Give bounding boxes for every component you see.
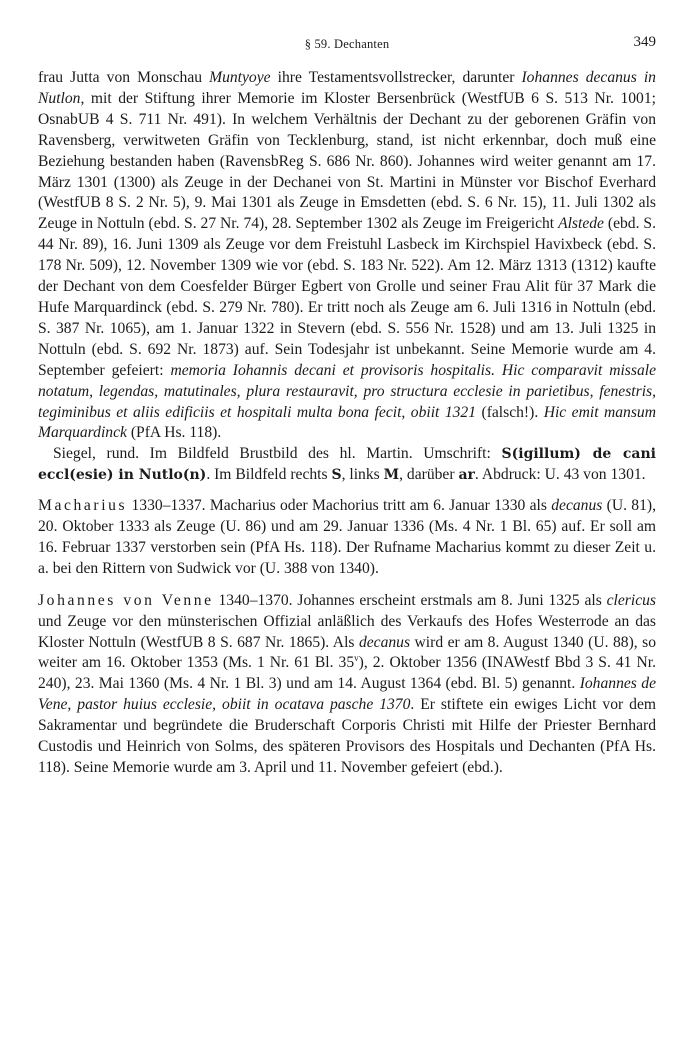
paragraph-macharius: Macharius 1330–1337. Macharius oder Machorius tritt am 6. Januar 1330 als decanus (U. 81), 20. Oktober 1333 als Zeuge (U. 86) und am 29. Januar 1336 (Ms. 4 Nr. 1 Bl. 65) auf. Er soll am 16. Februar 1337 verstorben sein (PfA Hs. 118). Der Rufname Macharius kommt zu dieser Zeit u. a. bei den Rittern von Sudwick vor (U. 388 von 1340).: [38, 497, 656, 577]
body-text: [38, 68, 656, 779]
page-header: [38, 34, 656, 56]
paragraph-johannes-nutlon: frau Jutta von Monschau Muntyoye ihre Testamentsvollstrecker, darunter Iohannes decanus in Nutlon, mit der Stiftung ihrer Memorie im Kloster Bersenbrück (WestfUB 6 S. 513 Nr. 1001; OsnabUB 4 S. 711 Nr. 491). In welchem Verhältnis der Dechant zu der geborenen Gräfin von Ravensberg, verwitweten Gräfin von Tecklenburg, stand, ist nicht erkennbar, doch muß eine Beziehung bestanden haben (RavensbReg S. 686 Nr. 860). Johannes wird weiter genannt am 17. März 1301 (1300) als Zeuge in der Dechanei von St. Martini in Münster vor Bischof Everhard (WestfUB 8 S. 2 Nr. 5), 9. Mai 1301 als Zeuge in Emsdetten (ebd. S. 6 Nr. 15), 11. Juli 1302 als Zeuge in Nottuln (ebd. S. 27 Nr. 74), 28. September 1302 als Zeuge im Freigericht Alstede (ebd. S. 44 Nr. 89), 16. Juni 1309 als Zeuge vor dem Freistuhl Lasbeck im Kirchspiel Havixbeck (ebd. S. 178 Nr. 509), 12. November 1309 wie vor (ebd. S. 183 Nr. 522). Am 12. März 1313 (1312) kaufte der Dechant von dem Coesfelder Bürger Egbert von Grolle und seiner Frau Alit für 37 Mark die Hufe Marquardinck (ebd. S. 279 Nr. 780). Er tritt noch als Zeuge am 6. Juli 1316 in Nottuln (ebd. S. 387 Nr. 1065), am 1. Januar 1322 in Stevern (ebd. S. 556 Nr. 1528) und am 13. Juli 1325 in Nottuln (ebd. S. 692 Nr. 1873) auf. Sein Todesjahr ist unbekannt. Seine Memorie wurde am 4. September gefeiert: memoria Iohannis decani et provisoris hospitalis. Hic comparavit missale notatum, legendas, matutinales, plura restauravit, pro structura ecclesie in parietibus, fenestris, tegiminibus et aliis edificiis et hospitali multa bona fecit, obiit 1321 (falsch!). Hic emit mansum Marquardinck (PfA Hs. 118).: [38, 69, 656, 442]
paragraph-siegel: Siegel, rund. Im Bildfeld Brustbild des hl. Martin. Umschrift: S(igillum) de cani eccl(esie) in Nutlo(n). Im Bildfeld rechts S, links M, darüber ar. Abdruck: U. 43 von 1301.: [38, 445, 656, 484]
page-number: 349: [633, 34, 656, 50]
running-title: § 59. Dechanten: [304, 37, 390, 51]
paragraph-johannes-venne: Johannes von Venne 1340–1370. Johannes erscheint erstmals am 8. Juni 1325 als clericus und Zeuge vor den münsterischen Offizial anläßlich des Verkaufs des Hofes Westerrode an das Kloster Nottuln (WestfUB 8 S. 687 Nr. 1865). Als decanus wird er am 8. August 1340 (U. 88), so weiter am 16. Oktober 1353 (Ms. 1 Nr. 61 Bl. 35$^v$), 2. Oktober 1356 (INAWestf Bbd 3 S. 41 Nr. 240), 23. Mai 1360 (Ms. 4 Nr. 1 Bl. 3) und am 14. August 1364 (ebd. Bl. 5) genannt. Iohannes de Vene, pastor huius ecclesie, obiit in ocatava pasche 1370. Er stiftete ein ewiges Licht vor dem Sakramentar und begründete die Bruderschaft Corporis Christi mit Hilfe der Priester Bernhard Custodis und Heinrich von Solms, des späteren Provisors des Hospitals und Dechanten (PfA Hs. 118). Seine Memorie wurde am 3. April und 11. November gefeiert (ebd.).: [38, 591, 657, 776]
